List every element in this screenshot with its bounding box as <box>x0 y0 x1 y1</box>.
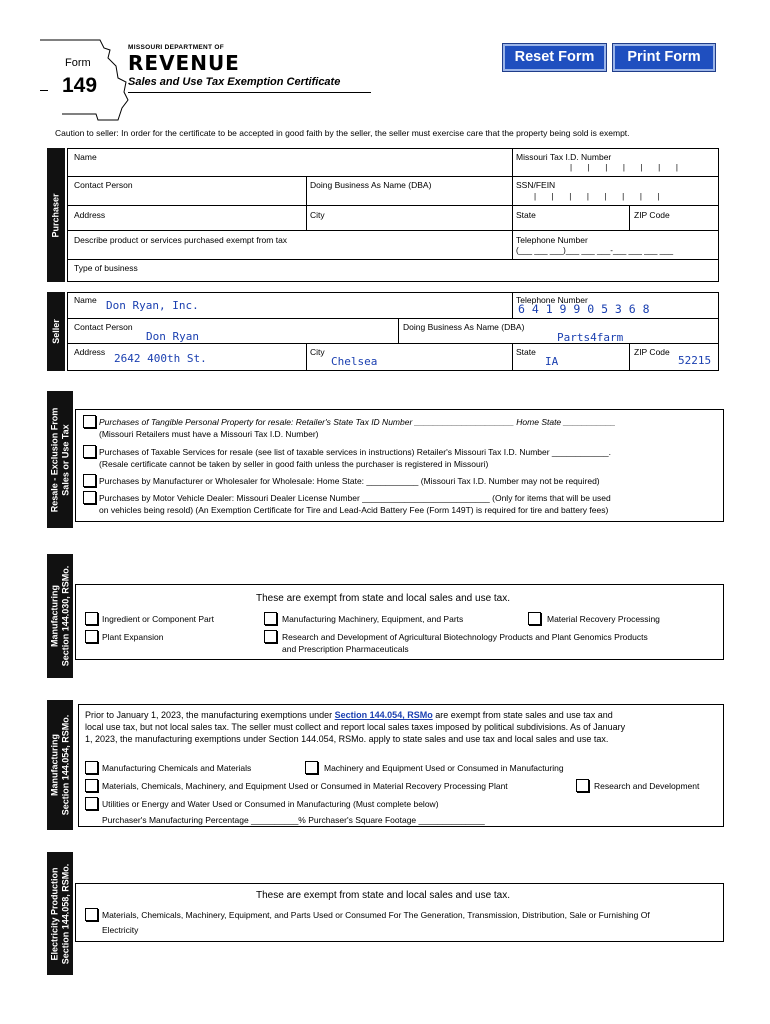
resale-tangible-note: (Missouri Retailers must have a Missouri Tax I.D. Number) <box>99 429 319 439</box>
mfg054-percentage-line[interactable]: Purchaser's Manufacturing Percentage __________% Purchaser's Square Footage ______________ <box>102 815 485 825</box>
purchaser-business-field[interactable]: Type of business <box>74 263 138 273</box>
purchaser-state-field[interactable]: State <box>516 210 536 220</box>
ssn-ticks: | | | | | | | | <box>534 192 660 201</box>
mfg030-machinery-label: Manufacturing Machinery, Equipment, and Parts <box>282 614 464 624</box>
resale-tangible-checkbox[interactable] <box>83 415 96 428</box>
purchaser-sidebar: Purchaser <box>47 148 65 282</box>
seller-name-input[interactable]: Don Ryan, Inc. <box>106 299 199 312</box>
title-underline <box>128 92 371 93</box>
mfg030-research-label: Research and Development of Agricultural Biotechnology Products and Plant Genomics Products <box>282 632 648 642</box>
seller-name-label: Name <box>74 295 97 305</box>
mfg030-research-checkbox[interactable] <box>264 630 277 643</box>
seller-phone-label: Telephone Number <box>516 295 588 305</box>
seller-state-input[interactable]: IA <box>545 355 559 368</box>
section-144054-link[interactable]: Section 144.054, RSMo <box>334 710 433 720</box>
mfg054-utilities-label: Utilities or Energy and Water Used or Consumed in Manufacturing (Must complete below) <box>102 799 439 809</box>
seller-contact-label: Contact Person <box>74 322 133 332</box>
seller-contact-input[interactable]: Don Ryan <box>146 330 199 343</box>
resale-services-note: (Resale certificate cannot be taken by seller in good faith unless the purchaser is registered in Missouri) <box>99 459 489 469</box>
mfg054-intro-line3: 1, 2023, the manufacturing exemptions under Section 144.054, RSMo. apply to state sales and use tax and local sales and use tax. <box>85 734 609 744</box>
resale-services-checkbox[interactable] <box>83 445 96 458</box>
mfg054-research-label: Research and Development <box>594 781 700 791</box>
mfg054-utilities-checkbox[interactable] <box>85 797 98 810</box>
mfg030-machinery-checkbox[interactable] <box>264 612 277 625</box>
resale-sidebar: Resale - Exclusion From Sales or Use Tax <box>47 391 73 528</box>
mfg030-recovery-checkbox[interactable] <box>528 612 541 625</box>
mfg030-recovery-label: Material Recovery Processing <box>547 614 660 624</box>
mfg054-machinery-checkbox[interactable] <box>305 761 318 774</box>
seller-city-label: City <box>310 347 325 357</box>
resale-tangible-text: Purchases of Tangible Personal Property for resale: Retailer's State Tax ID Number _____________________ Home State ___________ <box>99 417 616 427</box>
mfg054-sidebar: Manufacturing Section 144.054, RSMo. <box>47 700 73 830</box>
page-title: Sales and Use Tax Exemption Certificate <box>128 76 341 88</box>
mfg054-machinery-label: Machinery and Equipment Used or Consumed in Manufacturing <box>324 763 564 773</box>
seller-zip-label: ZIP Code <box>634 347 670 357</box>
electric-materials-label: Materials, Chemicals, Machinery, Equipment, and Parts Used or Consumed For The Generation, Transmission, Distribution, Sale or Furnishing Of <box>102 910 650 920</box>
print-form-button[interactable]: Print Form <box>613 44 715 71</box>
header-dash <box>40 90 48 91</box>
purchaser-describe-field[interactable]: Describe product or services purchased exempt from tax <box>74 235 288 245</box>
seller-state-label: State <box>516 347 536 357</box>
tax-id-ticks: | | | | | | | <box>570 163 678 172</box>
seller-city-input[interactable]: Chelsea <box>331 355 378 368</box>
mfg030-ingredient-checkbox[interactable] <box>85 612 98 625</box>
mfg054-chemicals-label: Manufacturing Chemicals and Materials <box>102 763 252 773</box>
mfg054-intro-line1: Prior to January 1, 2023, the manufacturing exemptions under Section 144.054, RSMo are exempt from state sales and use tax and <box>85 710 613 720</box>
purchaser-ssn-field[interactable]: SSN/FEIN <box>516 180 556 190</box>
purchaser-phone-field[interactable]: Telephone Number <box>516 235 588 245</box>
resale-dealer-note: on vehicles being resold) (An Exemption Certificate for Tire and Lead-Acid Battery Fee (Form 149T) is required for tire and battery fees) <box>99 505 609 515</box>
purchaser-dba-field[interactable]: Doing Business As Name (DBA) <box>310 180 432 190</box>
agency-logo: REVENUE <box>128 51 240 75</box>
seller-phone-input[interactable]: 6 4 1 9 9 0 5 3 6 8 <box>518 302 650 316</box>
mfg030-research-label-2: and Prescription Pharmaceuticals <box>282 644 409 654</box>
electric-sidebar: Electricity Production Section 144.058, RSMo. <box>47 852 73 975</box>
mfg054-research-checkbox[interactable] <box>576 779 589 792</box>
purchaser-mo-tax-field[interactable]: Missouri Tax I.D. Number <box>516 152 612 162</box>
resale-wholesale-checkbox[interactable] <box>83 474 96 487</box>
seller-dba-input[interactable]: Parts4farm <box>557 331 624 344</box>
dept-name: MISSOURI DEPARTMENT OF <box>128 44 225 51</box>
seller-zip-input[interactable]: 52215 <box>678 354 712 367</box>
resale-dealer-checkbox[interactable] <box>83 491 96 504</box>
purchaser-address-field[interactable]: Address <box>74 210 106 220</box>
electric-materials-checkbox[interactable] <box>85 908 98 921</box>
electric-materials-label-2: Electricity <box>102 925 139 935</box>
mfg030-ingredient-label: Ingredient or Component Part <box>102 614 214 624</box>
form-label: Form <box>65 57 91 69</box>
resale-services-text: Purchases of Taxable Services for resale (see list of taxable services in instructions) Retailer's Missouri Tax I.D. Number ____________. <box>99 447 612 457</box>
resale-dealer-text: Purchases by Motor Vehicle Dealer: Missouri Dealer License Number ___________________________ (Only for items that will be used <box>99 493 611 503</box>
purchaser-contact-field[interactable]: Contact Person <box>74 180 133 190</box>
purchaser-phone-mask: (___ ___ ___)___ ___ ___-___ ___ ___ ___ <box>516 246 674 255</box>
purchaser-city-field[interactable]: City <box>310 210 325 220</box>
mfg030-plant-checkbox[interactable] <box>85 630 98 643</box>
seller-sidebar: Seller <box>47 292 65 371</box>
seller-address-label: Address <box>74 347 106 357</box>
mfg030-plant-label: Plant Expansion <box>102 632 164 642</box>
electric-heading: These are exempt from state and local sales and use tax. <box>256 890 511 901</box>
mfg030-sidebar: Manufacturing Section 144.030, RSMo. <box>47 554 73 678</box>
reset-form-button[interactable]: Reset Form <box>503 44 606 71</box>
mfg054-intro-line2: local use tax, but not local sales tax. The seller must collect and report local sales taxes imposed by political subdivisions. As of January <box>85 722 626 732</box>
mfg054-recovery-label: Materials, Chemicals, Machinery, and Equipment Used or Consumed in Material Recovery Processing Plant <box>102 781 508 791</box>
purchaser-zip-field[interactable]: ZIP Code <box>634 210 670 220</box>
mfg054-recovery-checkbox[interactable] <box>85 779 98 792</box>
resale-wholesale-text: Purchases by Manufacturer or Wholesaler for Wholesale: Home State: ___________ (Missouri Tax I.D. Number may not be required) <box>99 476 600 486</box>
mfg030-heading: These are exempt from state and local sales and use tax. <box>256 593 511 604</box>
form-number: 149 <box>62 74 98 97</box>
seller-address-input[interactable]: 2642 400th St. <box>114 352 207 365</box>
seller-dba-label: Doing Business As Name (DBA) <box>403 322 525 332</box>
purchaser-name-field[interactable]: Name <box>74 152 97 162</box>
caution-text: Caution to seller: In order for the certificate to be accepted in good faith by the seller, the seller must exercise care that the property being sold is exempt. <box>55 128 630 138</box>
mfg054-chemicals-checkbox[interactable] <box>85 761 98 774</box>
